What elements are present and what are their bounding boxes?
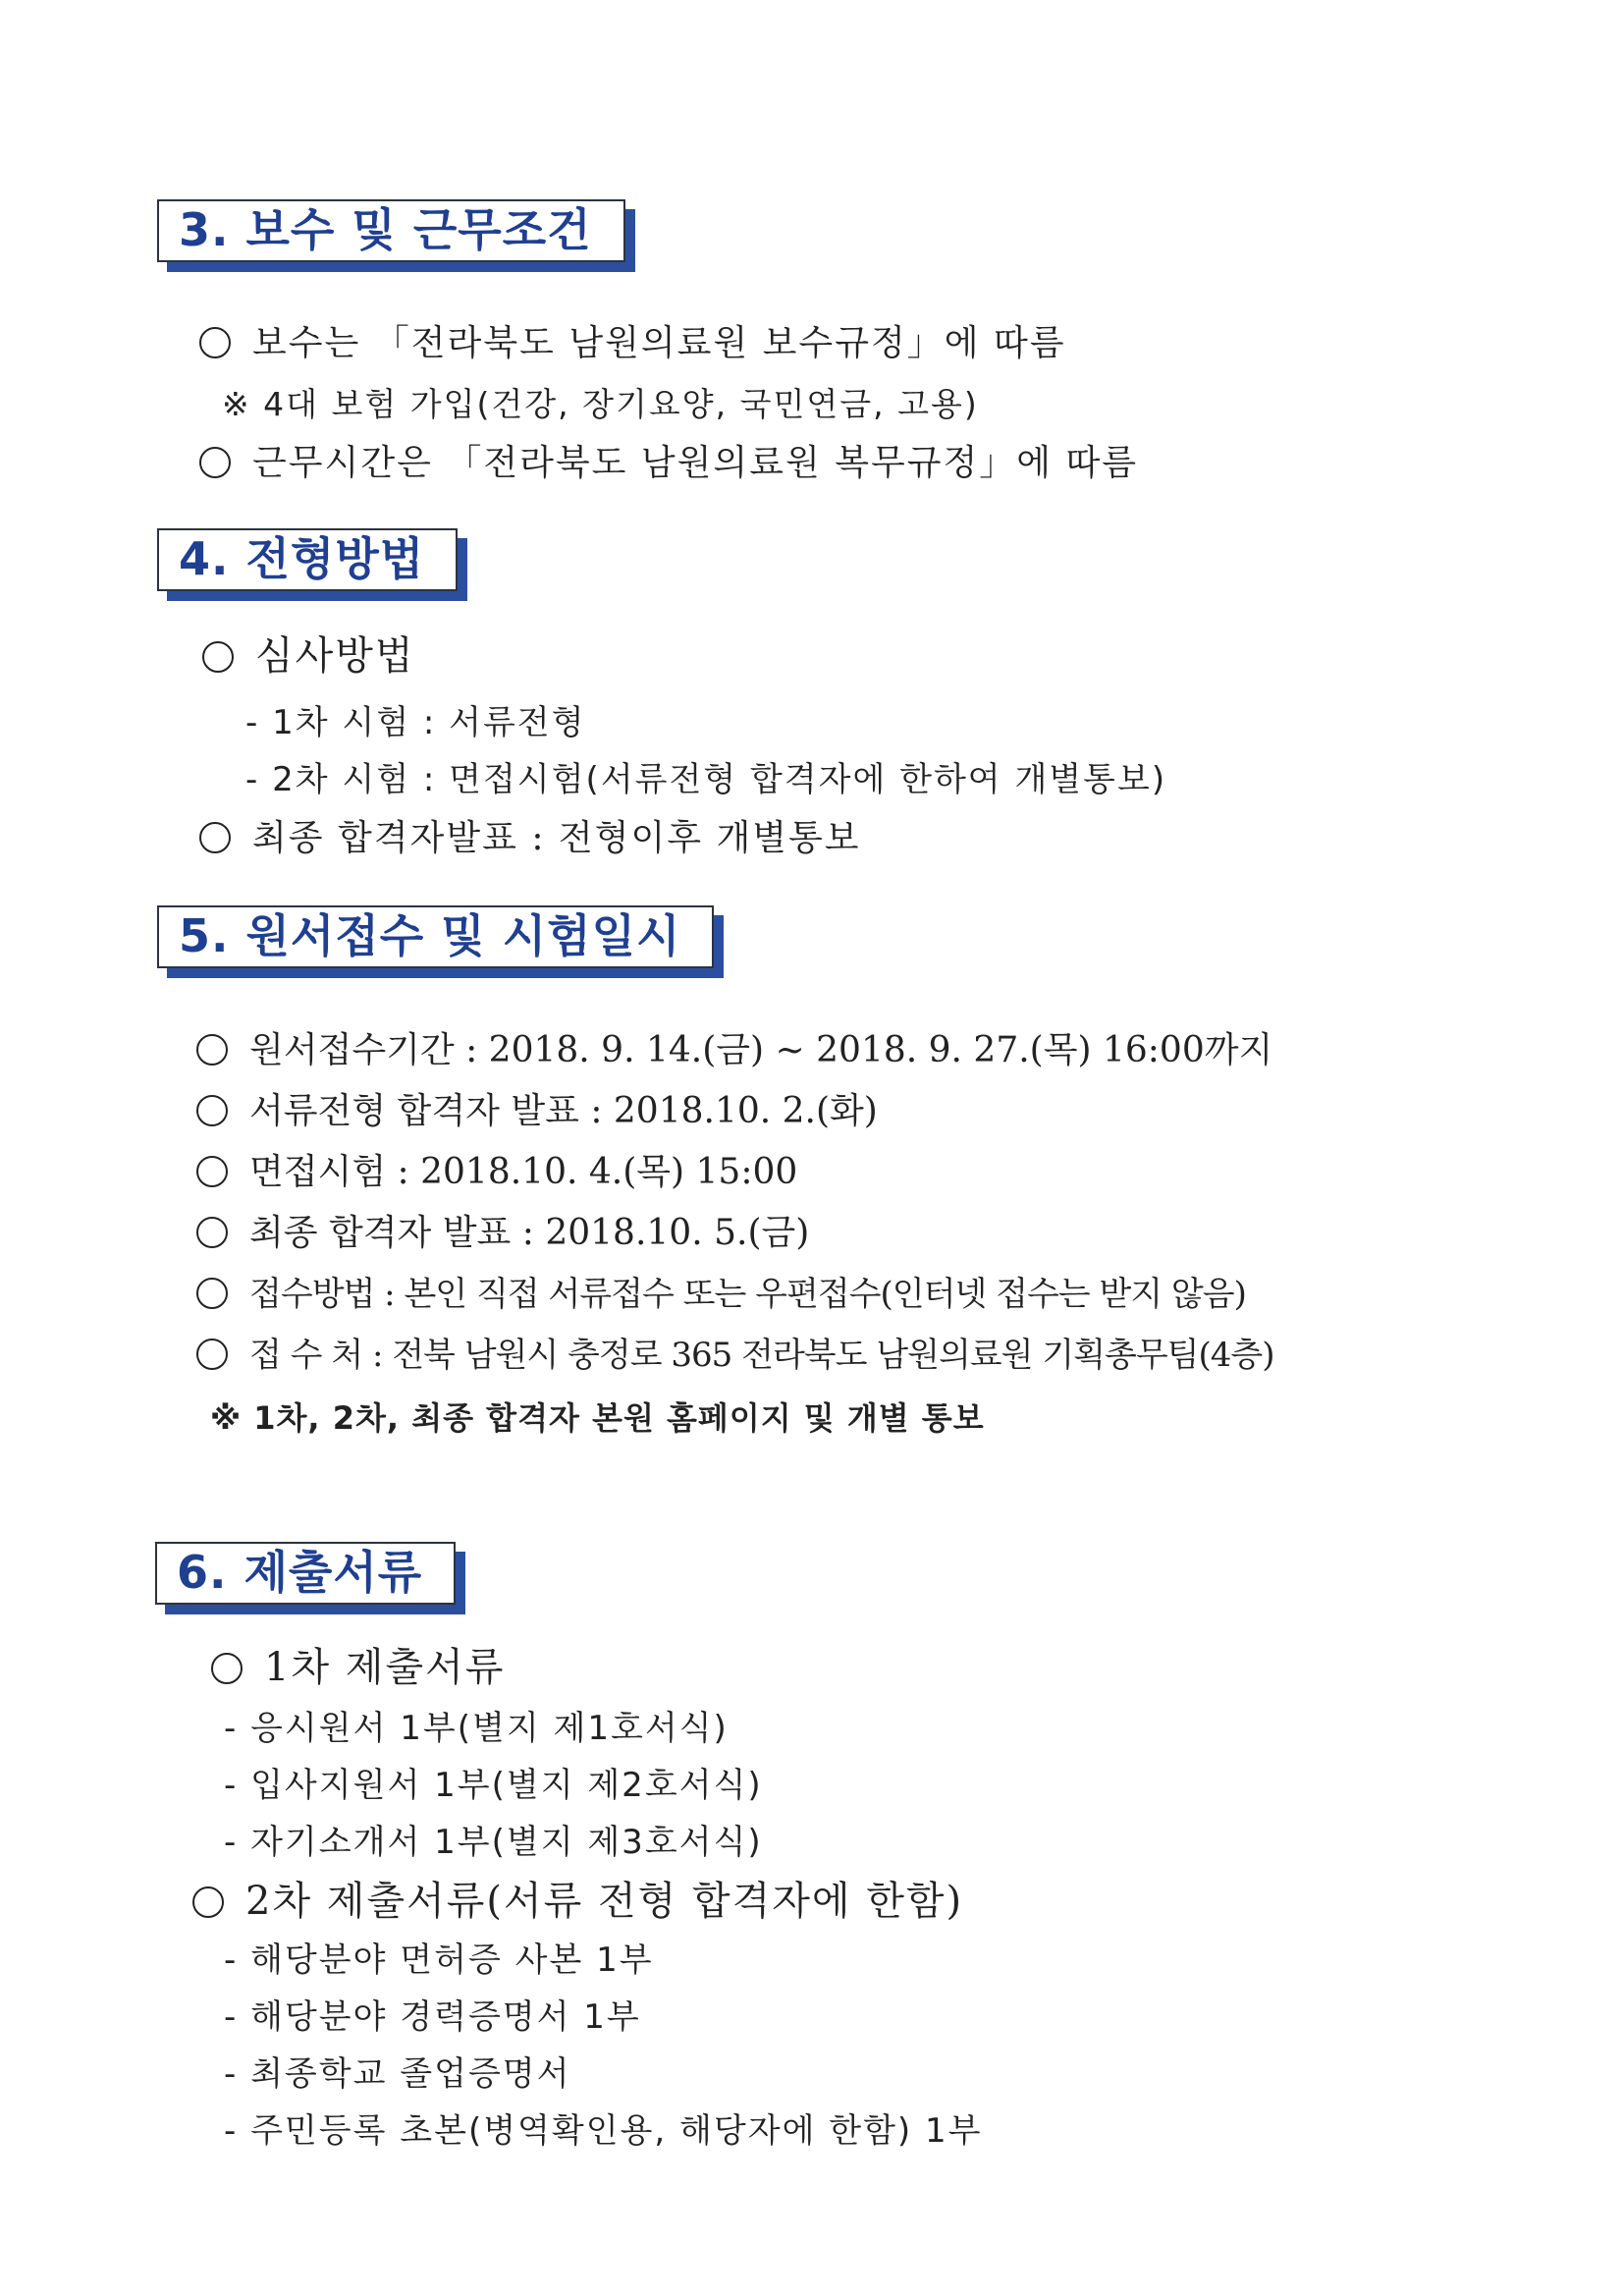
section-6-heading: [155, 1542, 456, 1605]
circle-bullet-icon: [196, 1278, 228, 1309]
section-3-title: 3. 보수 및 근무조건: [179, 203, 592, 256]
circle-bullet-icon: [199, 327, 231, 358]
s6-sub-career: - 해당분야 경력증명서 1부: [224, 1997, 641, 2037]
s3-note-insurance: ※ 4대 보험 가입(건강, 장기요양, 국민연금, 고용): [222, 385, 979, 423]
circle-bullet-icon: [211, 1653, 243, 1684]
s6-sub-resume: - 입사지원서 1부(별지 제2호서식): [224, 1766, 763, 1805]
section-6-title: 6. 제출서류: [177, 1546, 423, 1599]
s5-item-final: 최종 합격자 발표 : 2018.10. 5.(금): [196, 1212, 809, 1255]
section-4-heading: [157, 528, 458, 591]
s4-sub-second: - 2차 시험 : 면접시험(서류전형 합격자에 한하여 개별통보): [245, 760, 1167, 799]
s6-item-first: 1차 제출서류: [211, 1646, 505, 1689]
circle-bullet-icon: [196, 1156, 228, 1187]
s4-item-final: 최종 합격자발표 : 전형이후 개별통보: [199, 817, 861, 860]
s6-sub-application: - 응시원서 1부(별지 제1호서식): [224, 1709, 729, 1748]
section-5-heading: [157, 905, 714, 968]
circle-bullet-icon: [199, 822, 231, 853]
s5-item-period: 원서접수기간 : 2018. 9. 14.(금) ~ 2018. 9. 27.(목) 16:00까지: [196, 1029, 1272, 1072]
s6-sub-registry: - 주민등록 초본(병역확인용, 해당자에 한함) 1부: [224, 2111, 983, 2151]
s6-sub-intro: - 자기소개서 1부(별지 제3호서식): [224, 1823, 763, 1862]
s5-item-method: 접수방법 : 본인 직접 서류접수 또는 우편접수(인터넷 접수는 받지 않음): [196, 1273, 1246, 1316]
circle-bullet-icon: [196, 1095, 228, 1126]
s5-item-place: 접 수 처 : 전북 남원시 충정로 365 전라북도 남원의료원 기획총무팀(4층): [196, 1334, 1274, 1377]
s6-sub-graduation: - 최종학교 졸업증명서: [224, 2054, 571, 2094]
s5-note-notice: ※ 1차, 2차, 최종 합격자 본원 홈페이지 및 개별 통보: [210, 1399, 985, 1437]
s5-item-interview: 면접시험 : 2018.10. 4.(목) 15:00: [196, 1151, 797, 1194]
circle-bullet-icon: [192, 1886, 224, 1918]
s3-item-pay: 보수는 「전라북도 남원의료원 보수규정」에 따름: [199, 322, 1066, 365]
section-5-title: 5. 원서접수 및 시험일시: [179, 909, 681, 962]
circle-bullet-icon: [196, 1034, 228, 1066]
circle-bullet-icon: [196, 1339, 228, 1370]
section-4-title: 4. 전형방법: [179, 532, 425, 585]
s3-item-hours: 근무시간은 「전라북도 남원의료원 복무규정」에 따름: [199, 442, 1138, 485]
circle-bullet-icon: [196, 1217, 228, 1248]
circle-bullet-icon: [202, 641, 234, 673]
section-3-heading: [157, 199, 625, 262]
s4-sub-first: - 1차 시험 : 서류전형: [245, 703, 586, 742]
s6-sub-license: - 해당분야 면허증 사본 1부: [224, 1941, 654, 1980]
s4-item-method: 심사방법: [202, 634, 415, 678]
s5-item-doc-result: 서류전형 합격자 발표 : 2018.10. 2.(화): [196, 1090, 878, 1133]
s6-item-second: 2차 제출서류(서류 전형 합격자에 한함): [192, 1880, 963, 1923]
circle-bullet-icon: [199, 447, 231, 478]
